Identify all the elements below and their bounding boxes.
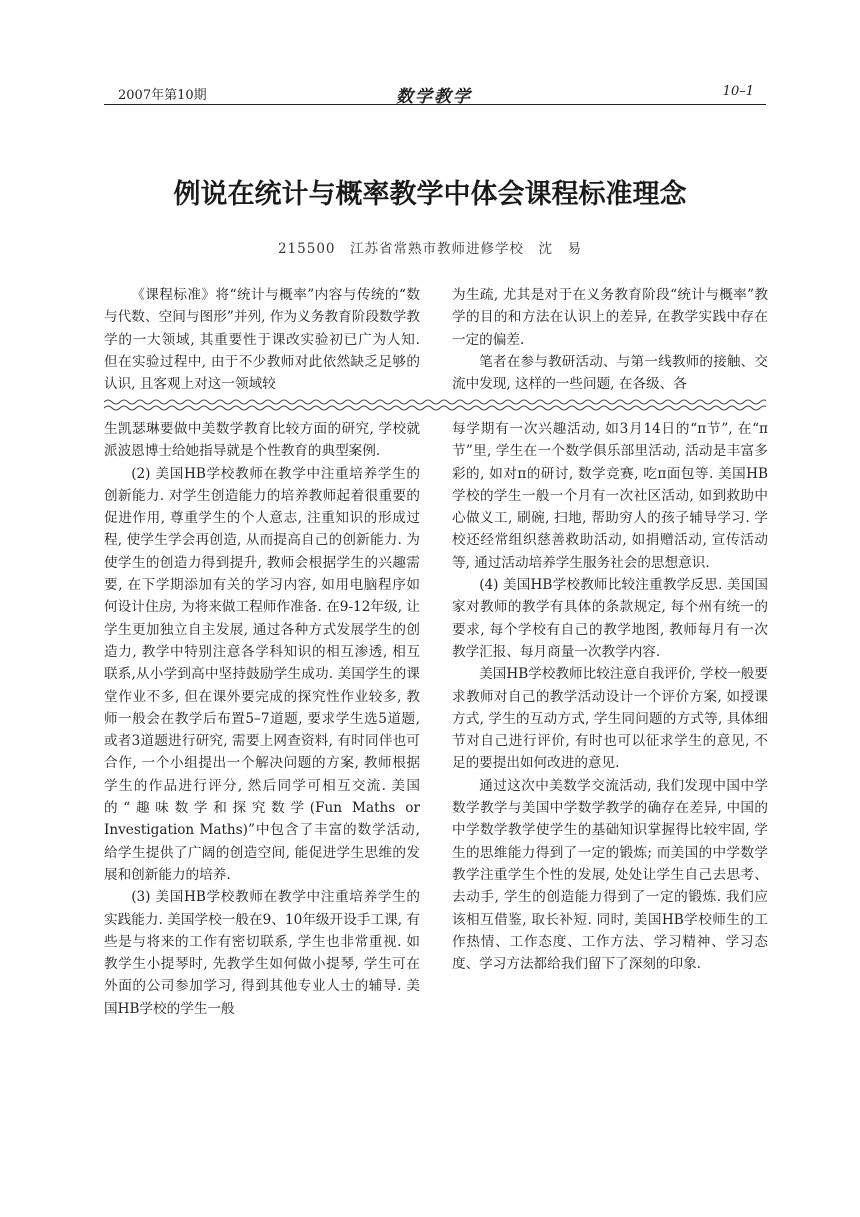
page-number: 10–1 <box>722 84 754 99</box>
column-bottom-left <box>104 418 420 1020</box>
paragraph: 每学期有一次兴趣活动, 如3月14日的“π节”, 在“π节”里, 学生在一个数学俱乐部里活动, 活动是丰富多彩的, 如对π的研讨, 数学竞赛, 吃π面包等. 美国HB学校的学生一般一个月有一次社区活动, 如到救助中心做义工, 刷碗, 扫地, 帮助穷人的孩子辅导学习. 学校还经常组织慈善救助活动, 如捐赠活动, 宣传活动等, 通过活动培养学生服务社会的思想意识. <box>452 421 768 571</box>
author-line: 215500 江苏省常熟市教师进修学校 沈 易 <box>277 241 583 257</box>
issue-label: 2007年第10期 <box>118 88 207 103</box>
wavy-cut-line <box>104 396 766 416</box>
column-bottom-right <box>452 418 768 975</box>
paragraph: (2) 美国HB学校教师在教学中注重培养学生的创新能力. 对学生创造能力的培养教师起着很重要的促进作用, 尊重学生的个人意志, 注重知识的形成过程, 使学生学会再创造, 从而提高自己的创新能力. 为使学生的创造力得到提升, 教师会根据学生的兴趣需要, 在下学期添加有关的学习内容, 如用电脑程序如何设计住房, 为将来做工程师作准备. 在9-12年级, 让学生更加独立自主发展, 通过各种方式发展学生的创造力, 教学中特别注意各学科知识的相互渗透, 相互联系,从小学到高中坚持鼓励学生成功. 美国学生的课堂作业不多, 但在课外要完成的探究性作业较多, 教师一般会在教学后布置5–7道题, 要求学生选5道题, 或者3道题进行研究, 需要上网查资料, 有时同伴也可合作, 一个小组提出一个解决问题的方案, 教师根据学生的作品进行评分, 然后同学可相互交流. 美国的“趣味数学和探究数学(Fun Maths or Investigation Maths)”中包含了丰富的数学活动, 给学生提供了广阔的创造空间, 能促进学生思维的发展和创新能力的培养. <box>104 465 420 883</box>
running-header <box>104 82 764 107</box>
column-top-right <box>452 284 768 395</box>
column-top-left <box>104 284 420 395</box>
paragraph: 生凯瑟琳要做中美数学教育比较方面的研究, 学校就派波恩博士给她指导就是个性教育的典型案例. <box>104 421 420 460</box>
paragraph: 为生疏, 尤其是对于在义务教育阶段“统计与概率”教学的目的和方法在认识上的差异, 在教学实践中存在一定的偏差. <box>452 287 768 348</box>
paragraph: 笔者在参与教研活动、与第一线教师的接触、交流中发现, 这样的一些问题, 在各级、各 <box>452 353 768 393</box>
journal-name: 数学教学 <box>396 87 472 107</box>
article-title: 例说在统计与概率教学中体会课程标准理念 <box>173 179 687 210</box>
header-rule <box>104 104 766 105</box>
paragraph: 《课程标准》将“统计与概率”内容与传统的“数与代数、空间与图形”并列, 作为义务教育阶段数学教学的一大领域, 其重要性于课改实验初已广为人知. 但在实验过程中, 由于不少教师对此依然缺乏足够的认识, 且客观上对这一领域较 <box>104 287 420 393</box>
paragraph: (4) 美国HB学校教师比较注重教学反思. 美国国家对教师的教学有具体的条款规定, 每个州有统一的要求, 每个学校有自己的教学地图, 教师每月有一次教学汇报、每月商量一次教学内容. <box>452 577 768 660</box>
paragraph: 通过这次中美数学交流活动, 我们发现中国中学数学教学与美国中学数学教学的确存在差异, 中国的中学数学教学使学生的基础知识掌握得比较牢固, 学生的思维能力得到了一定的锻炼; 而美国的中学数学教学注重学生个性的发展, 处处让学生自己去思考、去动手, 学生的创造能力得到了一定的锻炼. 我们应该相互借鉴, 取长补短. 同时, 美国HB学校师生的工作热情、工作态度、工作方法、学习精神、学习态度、学习方法都给我们留下了深刻的印象. <box>452 777 768 973</box>
paragraph: (3) 美国HB学校教师在教学中注重培养学生的实践能力. 美国学校一般在9、10年级开设手工课, 有些是与将来的工作有密切联系, 学生也非常重视. 如教学生小提琴时, 先教学生如何做小提琴, 学生可在外面的公司参加学习, 得到其他专业人士的辅导. 美国HB学校的学生一般 <box>104 889 420 1017</box>
paragraph: 美国HB学校教师比较注意自我评价, 学校一般要求教师对自己的教学活动设计一个评价方案, 如授课方式, 学生的互动方式, 学生同问题的方式等, 具体细节对自己进行评价, 有时也可以征求学生的意见, 不足的要提出如何改进的意见. <box>452 666 768 772</box>
